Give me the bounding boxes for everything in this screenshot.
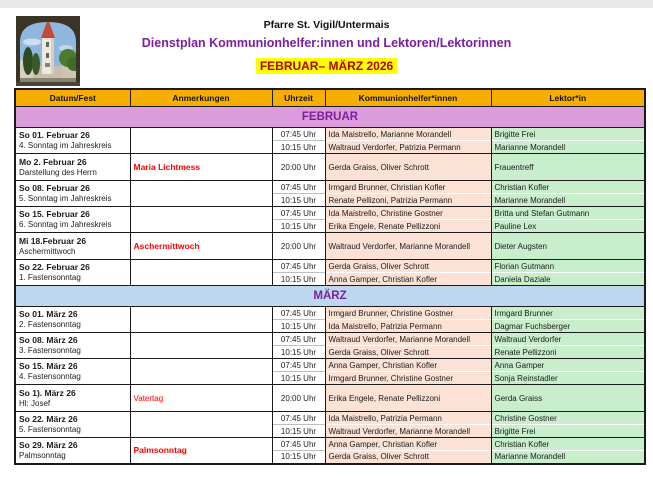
lektor-cell: Christian Kofler xyxy=(491,438,645,451)
note-cell xyxy=(130,207,272,233)
lektor-cell: Daniela Daziale xyxy=(491,273,645,286)
time-cell: 10:15 Uhr xyxy=(272,346,325,359)
date-cell xyxy=(15,438,130,464)
lektor-cell: Frauentreff xyxy=(491,154,645,181)
note-text: Vatertag xyxy=(133,393,164,403)
time-cell: 10:15 Uhr xyxy=(272,194,325,207)
schedule-table xyxy=(14,88,646,465)
lektor-cell: Dieter Augsten xyxy=(491,233,645,260)
title-block xyxy=(0,8,653,75)
time-cell: 07:45 Uhr xyxy=(272,333,325,346)
lektor-cell: Sonja Reinstadler xyxy=(491,372,645,385)
note-cell xyxy=(130,233,272,260)
date-text: So 08. März 26 xyxy=(19,335,78,345)
time-cell: 07:45 Uhr xyxy=(272,128,325,141)
time-cell: 07:45 Uhr xyxy=(272,260,325,273)
helpers-cell: Waltraud Verdorfer, Marianne Morandell xyxy=(325,333,491,346)
helpers-cell: Ida Maistrello, Marianne Morandell xyxy=(325,128,491,141)
time-cell: 07:45 Uhr xyxy=(272,207,325,220)
time-cell: 10:15 Uhr xyxy=(272,425,325,438)
date-cell xyxy=(15,385,130,412)
note-text: Maria Lichtmess xyxy=(133,162,201,172)
table-row xyxy=(15,333,645,346)
lektor-cell: Marianne Morandell xyxy=(491,141,645,154)
helpers-cell: Waltraud Verdorfer, Patrizia Permann xyxy=(325,141,491,154)
helpers-cell: Anna Gamper, Christian Kofler xyxy=(325,438,491,451)
lektor-cell: Christine Gostner xyxy=(491,412,645,425)
date-text: So 22. März 26 xyxy=(19,414,78,424)
table-row xyxy=(15,181,645,194)
date-subtitle: 1. Fastensonntag xyxy=(19,273,81,282)
time-cell: 07:45 Uhr xyxy=(272,181,325,194)
date-subtitle: 4. Fastensonntag xyxy=(19,372,81,381)
time-cell: 07:45 Uhr xyxy=(272,307,325,320)
date-subtitle: 5. Sonntag im Jahreskreis xyxy=(19,194,112,203)
table-row xyxy=(15,412,645,425)
table-row xyxy=(15,260,645,273)
date-subtitle: 5. Fastensonntag xyxy=(19,425,81,434)
time-cell: 07:45 Uhr xyxy=(272,438,325,451)
note-cell xyxy=(130,385,272,412)
table-row xyxy=(15,385,645,412)
column-header: Lektor*in xyxy=(491,89,645,107)
date-subtitle: 3. Fastensonntag xyxy=(19,346,81,355)
helpers-cell: Renate Pellizoni, Patrizia Permann xyxy=(325,194,491,207)
document-title: Dienstplan Kommunionhelfer:innen und Lektoren/Lektorinnen xyxy=(141,36,512,50)
lektor-cell: Pauline Lex xyxy=(491,220,645,233)
lektor-cell: Christian Kofler xyxy=(491,181,645,194)
note-cell xyxy=(130,412,272,438)
helpers-cell: Irmgard Brunner, Christine Gostner xyxy=(325,307,491,320)
date-subtitle: 4. Sonntag im Jahreskreis xyxy=(19,141,112,150)
section-banner: FEBRUAR xyxy=(15,107,645,128)
helpers-cell: Irmgard Brunner, Christian Kofler xyxy=(325,181,491,194)
date-text: So 08. Februar 26 xyxy=(19,183,90,193)
lektor-cell: Brigitte Frei xyxy=(491,128,645,141)
date-cell xyxy=(15,128,130,154)
parish-name: Pfarre St. Vigil/Untermais xyxy=(263,19,390,31)
table-row xyxy=(15,359,645,372)
date-cell xyxy=(15,412,130,438)
date-subtitle: 6. Sonntag im Jahreskreis xyxy=(19,220,112,229)
time-cell: 10:15 Uhr xyxy=(272,273,325,286)
note-cell xyxy=(130,128,272,154)
section-banner: MÄRZ xyxy=(15,286,645,307)
table-row xyxy=(15,128,645,141)
helpers-cell: Gerda Graiss, Oliver Schrott xyxy=(325,260,491,273)
helpers-cell: Waltraud Verdorfer, Marianne Morandell xyxy=(325,425,491,438)
date-cell xyxy=(15,359,130,385)
date-subtitle: Palmsonntag xyxy=(19,450,66,460)
time-cell: 20:00 Uhr xyxy=(272,154,325,181)
lektor-cell: Florian Gutmann xyxy=(491,260,645,273)
top-strip xyxy=(0,0,653,8)
table-body xyxy=(15,107,645,464)
date-text: So 01. Februar 26 xyxy=(19,130,90,140)
helpers-cell: Irmgard Brunner, Christine Gostner xyxy=(325,372,491,385)
section-row xyxy=(15,107,645,128)
date-cell xyxy=(15,154,130,181)
period-highlight: FEBRUAR– MÄRZ 2026 xyxy=(256,58,397,74)
column-header: Uhrzeit xyxy=(272,89,325,107)
time-cell: 10:15 Uhr xyxy=(272,372,325,385)
lektor-cell: Marianne Morandell xyxy=(491,194,645,207)
table-row xyxy=(15,207,645,220)
lektor-cell: Brigitte Frei xyxy=(491,425,645,438)
date-text: So 15. März 26 xyxy=(19,361,78,371)
note-cell xyxy=(130,260,272,286)
date-cell xyxy=(15,233,130,260)
note-text: Palmsonntag xyxy=(133,445,187,456)
table-row xyxy=(15,307,645,320)
document-header xyxy=(0,8,653,88)
table-row xyxy=(15,233,645,260)
time-cell: 10:15 Uhr xyxy=(272,220,325,233)
helpers-cell: Ida Maistrello, Christine Gostner xyxy=(325,207,491,220)
period-wrap xyxy=(0,57,653,75)
date-text: So 01. März 26 xyxy=(19,309,78,319)
helpers-cell: Erika Engele, Renate Pellizzoni xyxy=(325,385,491,412)
table-row xyxy=(15,438,645,451)
note-cell xyxy=(130,333,272,359)
column-header: Datum/Fest xyxy=(15,89,130,107)
helpers-cell: Ida Maistrello, Patrizia Permann xyxy=(325,320,491,333)
column-header: Kommunionhelfer*innen xyxy=(325,89,491,107)
date-cell xyxy=(15,207,130,233)
helpers-cell: Gerda Graiss, Oliver Schrott xyxy=(325,451,491,464)
time-cell: 10:15 Uhr xyxy=(272,451,325,464)
header-row xyxy=(15,89,645,107)
date-cell xyxy=(15,260,130,286)
note-cell xyxy=(130,181,272,207)
date-cell xyxy=(15,181,130,207)
date-cell xyxy=(15,333,130,359)
lektor-cell: Renate Pellizzoni xyxy=(491,346,645,359)
column-header: Anmerkungen xyxy=(130,89,272,107)
note-cell xyxy=(130,154,272,181)
helpers-cell: Gerda Graiss, Oliver Schrott xyxy=(325,346,491,359)
date-subtitle: Aschermittwoch xyxy=(19,246,76,256)
note-cell xyxy=(130,438,272,464)
helpers-cell: Ida Maistrello, Patrizia Permann xyxy=(325,412,491,425)
helpers-cell: Gerda Graiss, Oliver Schrott xyxy=(325,154,491,181)
time-cell: 20:00 Uhr xyxy=(272,233,325,260)
date-text: So 1). März 26 xyxy=(19,387,76,398)
date-text: So 22. Februar 26 xyxy=(19,262,90,272)
note-text: Aschermittwoch xyxy=(133,241,200,251)
lektor-cell: Britta und Stefan Gutmann xyxy=(491,207,645,220)
note-cell xyxy=(130,307,272,333)
date-subtitle: Darstellung des Herrn xyxy=(19,167,97,177)
time-cell: 20:00 Uhr xyxy=(272,385,325,412)
lektor-cell: Irmgard Brunner xyxy=(491,307,645,320)
time-cell: 07:45 Uhr xyxy=(272,412,325,425)
helpers-cell: Anna Gamper, Christian Kofler xyxy=(325,273,491,286)
helpers-cell: Waltraud Verdorfer, Marianne Morandell xyxy=(325,233,491,260)
lektor-cell: Anna Gamper xyxy=(491,359,645,372)
date-text: So 15. Februar 26 xyxy=(19,209,90,219)
date-subtitle: Hl: Josef xyxy=(19,398,51,408)
helpers-cell: Anna Gamper, Christian Kofler xyxy=(325,359,491,372)
time-cell: 10:15 Uhr xyxy=(272,141,325,154)
lektor-cell: Gerda Graiss xyxy=(491,385,645,412)
helpers-cell: Erika Engele, Renate Pellizzoni xyxy=(325,220,491,233)
date-subtitle: 2. Fastensonntag xyxy=(19,320,81,329)
date-text: So 29. März 26 xyxy=(19,439,78,450)
lektor-cell: Dagmar Fuchsberger xyxy=(491,320,645,333)
date-cell xyxy=(15,307,130,333)
lektor-cell: Marianne Morandell xyxy=(491,451,645,464)
date-text: Mi 18.Februar 26 xyxy=(19,235,87,246)
table-row xyxy=(15,154,645,181)
lektor-cell: Waltraud Verdorfer xyxy=(491,333,645,346)
church-photo xyxy=(16,16,80,86)
time-cell: 10:15 Uhr xyxy=(272,320,325,333)
section-row xyxy=(15,286,645,307)
note-cell xyxy=(130,359,272,385)
date-text: Mo 2. Februar 26 xyxy=(19,156,87,167)
time-cell: 07:45 Uhr xyxy=(272,359,325,372)
table-header xyxy=(15,89,645,107)
